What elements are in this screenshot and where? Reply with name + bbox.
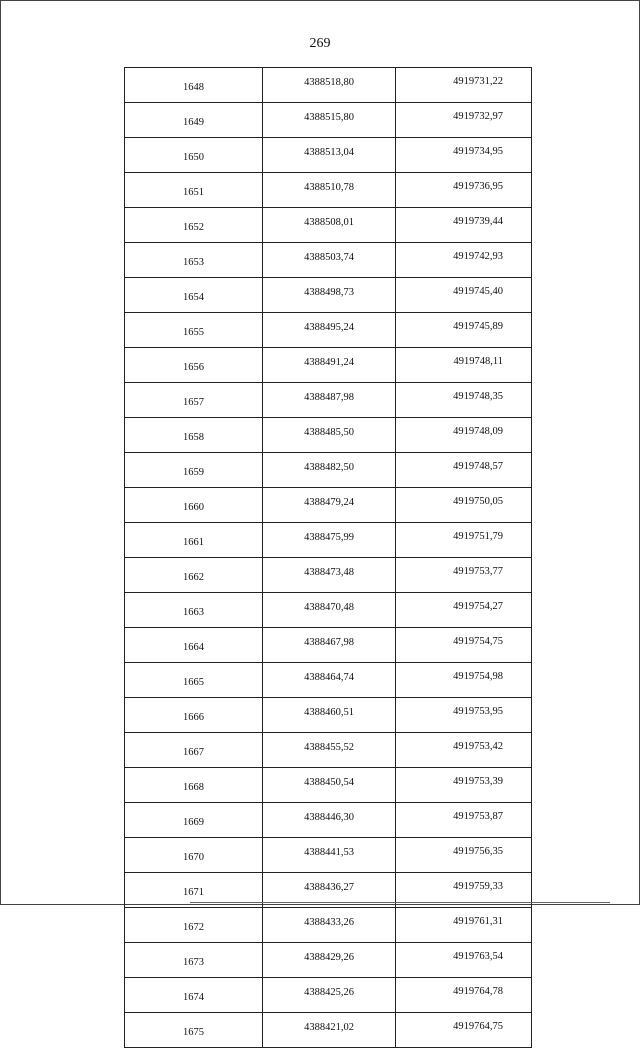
point-number-cell: 1674 (125, 978, 263, 1013)
x-coordinate-cell: 4388429,26 (263, 943, 396, 978)
y-coordinate-cell: 4919756,35 (396, 838, 532, 873)
table-row (125, 103, 532, 138)
point-number-cell: 1665 (125, 663, 263, 698)
y-coordinate-cell: 4919754,98 (396, 663, 532, 698)
point-number-cell: 1666 (125, 698, 263, 733)
x-coordinate-cell: 4388433,26 (263, 908, 396, 943)
y-coordinate-cell: 4919764,75 (396, 1013, 532, 1048)
point-number-cell: 1675 (125, 1013, 263, 1048)
y-coordinate-cell: 4919732,97 (396, 103, 532, 138)
point-number-cell: 1664 (125, 628, 263, 663)
x-coordinate-cell: 4388510,78 (263, 173, 396, 208)
table-row (125, 488, 532, 523)
point-number-cell: 1669 (125, 803, 263, 838)
point-number-cell: 1661 (125, 523, 263, 558)
x-coordinate-cell: 4388473,48 (263, 558, 396, 593)
x-coordinate-cell: 4388464,74 (263, 663, 396, 698)
coordinates-table (124, 67, 532, 1048)
x-coordinate-cell: 4388487,98 (263, 383, 396, 418)
table-row (125, 663, 532, 698)
y-coordinate-cell: 4919751,79 (396, 523, 532, 558)
table-row (125, 558, 532, 593)
y-coordinate-cell: 4919759,33 (396, 873, 532, 908)
point-number-cell: 1660 (125, 488, 263, 523)
point-number-cell: 1652 (125, 208, 263, 243)
point-number-cell: 1651 (125, 173, 263, 208)
x-coordinate-cell: 4388467,98 (263, 628, 396, 663)
y-coordinate-cell: 4919753,39 (396, 768, 532, 803)
y-coordinate-cell: 4919748,57 (396, 453, 532, 488)
x-coordinate-cell: 4388515,80 (263, 103, 396, 138)
y-coordinate-cell: 4919761,31 (396, 908, 532, 943)
table-row (125, 593, 532, 628)
point-number-cell: 1671 (125, 873, 263, 908)
point-number-cell: 1659 (125, 453, 263, 488)
table-row (125, 838, 532, 873)
table-row (125, 173, 532, 208)
point-number-cell: 1656 (125, 348, 263, 383)
point-number-cell: 1648 (125, 68, 263, 103)
point-number-cell: 1667 (125, 733, 263, 768)
table-row (125, 68, 532, 103)
y-coordinate-cell: 4919745,89 (396, 313, 532, 348)
page-number: 269 (309, 36, 331, 51)
table-row (125, 383, 532, 418)
x-coordinate-cell: 4388491,24 (263, 348, 396, 383)
point-number-cell: 1655 (125, 313, 263, 348)
x-coordinate-cell: 4388446,30 (263, 803, 396, 838)
x-coordinate-cell: 4388425,26 (263, 978, 396, 1013)
x-coordinate-cell: 4388498,73 (263, 278, 396, 313)
y-coordinate-cell: 4919764,78 (396, 978, 532, 1013)
y-coordinate-cell: 4919739,44 (396, 208, 532, 243)
table-row (125, 698, 532, 733)
point-number-cell: 1657 (125, 383, 263, 418)
y-coordinate-cell: 4919753,42 (396, 733, 532, 768)
x-coordinate-cell: 4388475,99 (263, 523, 396, 558)
y-coordinate-cell: 4919748,09 (396, 418, 532, 453)
table-row (125, 208, 532, 243)
table-row (125, 978, 532, 1013)
table-row (125, 278, 532, 313)
y-coordinate-cell: 4919754,75 (396, 628, 532, 663)
table-row (125, 908, 532, 943)
x-coordinate-cell: 4388421,02 (263, 1013, 396, 1048)
x-coordinate-cell: 4388470,48 (263, 593, 396, 628)
y-coordinate-cell: 4919753,77 (396, 558, 532, 593)
table-row (125, 453, 532, 488)
table-row (125, 313, 532, 348)
coordinates-table-body (125, 68, 532, 1048)
point-number-cell: 1672 (125, 908, 263, 943)
y-coordinate-cell: 4919731,22 (396, 68, 532, 103)
table-row (125, 348, 532, 383)
y-coordinate-cell: 4919753,95 (396, 698, 532, 733)
x-coordinate-cell: 4388441,53 (263, 838, 396, 873)
x-coordinate-cell: 4388495,24 (263, 313, 396, 348)
y-coordinate-cell: 4919754,27 (396, 593, 532, 628)
table-row (125, 243, 532, 278)
point-number-cell: 1650 (125, 138, 263, 173)
page-bottom-edge (190, 902, 610, 903)
y-coordinate-cell: 4919753,87 (396, 803, 532, 838)
table-row (125, 803, 532, 838)
table-row (125, 138, 532, 173)
table-row (125, 523, 532, 558)
y-coordinate-cell: 4919736,95 (396, 173, 532, 208)
y-coordinate-cell: 4919750,05 (396, 488, 532, 523)
y-coordinate-cell: 4919745,40 (396, 278, 532, 313)
point-number-cell: 1670 (125, 838, 263, 873)
x-coordinate-cell: 4388479,24 (263, 488, 396, 523)
x-coordinate-cell: 4388485,50 (263, 418, 396, 453)
table-row (125, 943, 532, 978)
table-row (125, 733, 532, 768)
x-coordinate-cell: 4388482,50 (263, 453, 396, 488)
point-number-cell: 1668 (125, 768, 263, 803)
y-coordinate-cell: 4919742,93 (396, 243, 532, 278)
point-number-cell: 1658 (125, 418, 263, 453)
y-coordinate-cell: 4919748,11 (396, 348, 532, 383)
x-coordinate-cell: 4388508,01 (263, 208, 396, 243)
table-row (125, 1013, 532, 1048)
y-coordinate-cell: 4919763,54 (396, 943, 532, 978)
x-coordinate-cell: 4388450,54 (263, 768, 396, 803)
x-coordinate-cell: 4388513,04 (263, 138, 396, 173)
table-row (125, 768, 532, 803)
table-row (125, 418, 532, 453)
point-number-cell: 1663 (125, 593, 263, 628)
point-number-cell: 1673 (125, 943, 263, 978)
point-number-cell: 1649 (125, 103, 263, 138)
y-coordinate-cell: 4919734,95 (396, 138, 532, 173)
x-coordinate-cell: 4388503,74 (263, 243, 396, 278)
point-number-cell: 1654 (125, 278, 263, 313)
y-coordinate-cell: 4919748,35 (396, 383, 532, 418)
x-coordinate-cell: 4388518,80 (263, 68, 396, 103)
point-number-cell: 1653 (125, 243, 263, 278)
point-number-cell: 1662 (125, 558, 263, 593)
x-coordinate-cell: 4388455,52 (263, 733, 396, 768)
x-coordinate-cell: 4388460,51 (263, 698, 396, 733)
x-coordinate-cell: 4388436,27 (263, 873, 396, 908)
table-row (125, 628, 532, 663)
